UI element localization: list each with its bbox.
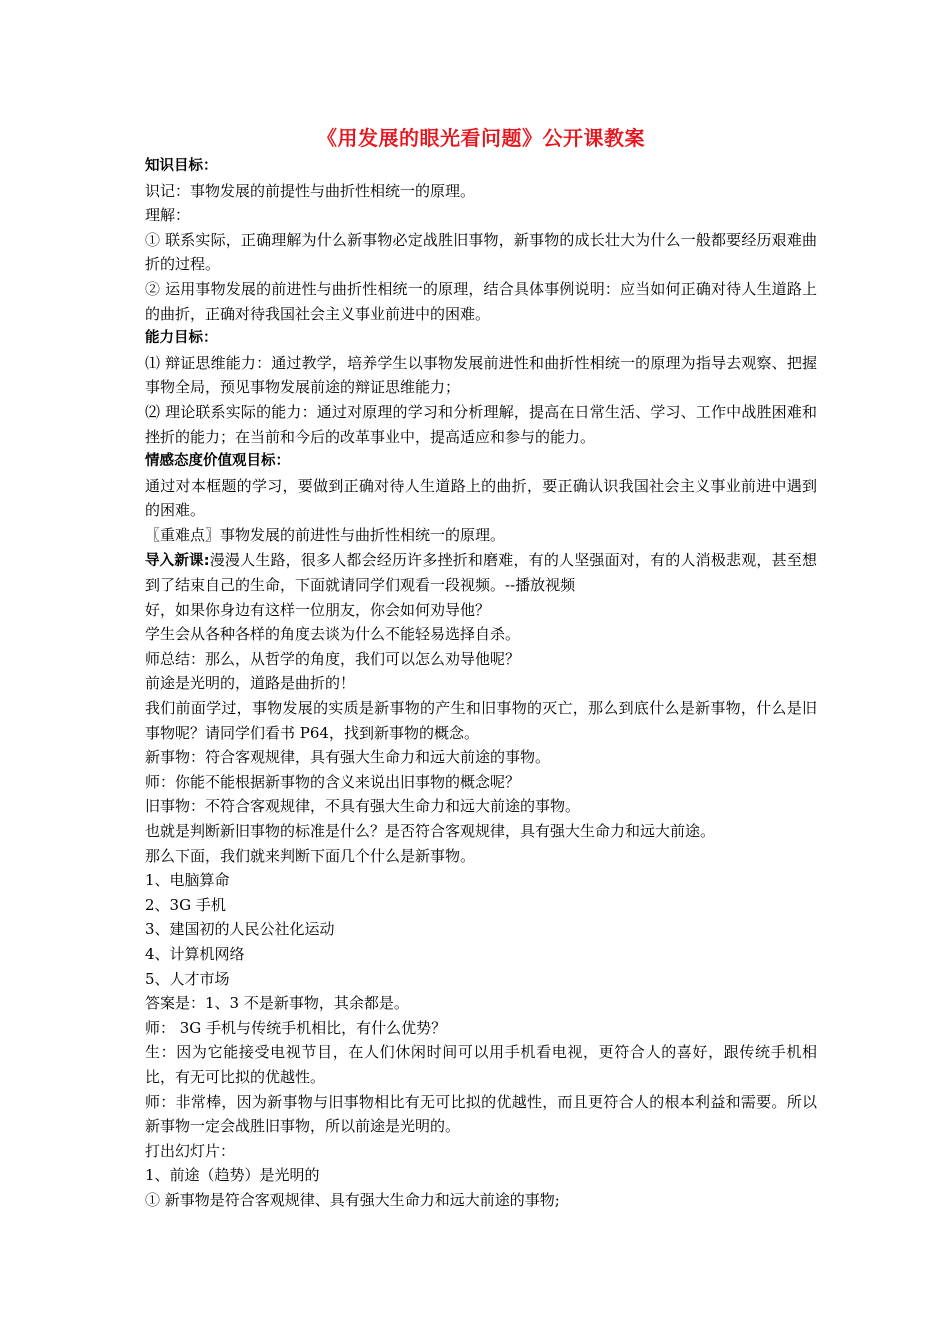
knowledge-recall: 识记：事物发展的前提性与曲折性相统一的原理。: [145, 181, 476, 200]
document-title: 《用发展的眼光看问题》公开课教案: [317, 126, 645, 150]
understand-item-1: ① 联系实际，正确理解为什么新事物必定战胜旧事物，新事物的成长壮大为什么一般都要经历艰难曲折的过程。: [145, 230, 817, 274]
list-item: 2、3G 手机: [145, 895, 226, 914]
knowledge-goals-heading: 知识目标：: [145, 158, 218, 174]
ability-item-2: ⑵ 理论联系实际的能力：通过对原理的学习和分析理解，提高在日常生活、学习、工作中战胜困难和挫折的能力；在当前和今后的改革事业中，提高适应和参与的能力。: [145, 402, 817, 446]
paragraph-answer: 答案是：1、3 不是新事物，其余都是。: [145, 994, 409, 1013]
paragraph-judge: 那么下面，我们就来判断下面几个什么是新事物。: [145, 846, 476, 865]
paragraph-learned: 我们前面学过，事物发展的实质是新事物的产生和旧事物的灭亡，那么到底什么是新事物，什么是旧事物呢？请同学们看书 P64，找到新事物的概念。: [145, 699, 817, 742]
paragraph-students: 学生会从各种各样的角度去谈为什么不能轻易选择自杀。: [145, 625, 521, 644]
paragraph-standard: 也就是判断新旧事物的标准是什么？是否符合客观规律，具有强大生命力和远大前途。: [145, 822, 716, 841]
paragraph-friend: 好，如果你身边有这样一位朋友，你会如何劝导他？: [145, 600, 491, 619]
emotion-goals-text: 通过对本框题的学习，要做到正确对待人生道路上的曲折，要正确认识我国社会主义事业前进中遇到的困难。: [145, 476, 817, 520]
paragraph-slide-1a: ① 新事物是符合客观规律、具有强大生命力和远大前途的事物;: [145, 1190, 560, 1209]
emotion-goals-heading: 情感态度价值观目标：: [145, 453, 290, 470]
paragraph-new-definition: 新事物：符合客观规律，具有强大生命力和远大前途的事物。: [145, 748, 551, 767]
intro-text: 漫漫人生路，很多人都会经历许多挫折和磨难，有的人坚强面对，有的人消极悲观，甚至想到了结束自己的生命，下面就请同学们观看一段视频。--播放视频: [145, 550, 817, 595]
understand-label: 理解：: [145, 206, 191, 225]
list-item: 3、建国初的人民公社化运动: [145, 920, 335, 939]
paragraph-bright-future: 前途是光明的，道路是曲折的！: [145, 674, 356, 693]
paragraph-old-definition: 旧事物：不符合客观规律，不具有强大生命力和远大前途的事物。: [145, 797, 581, 816]
paragraph-teacher-ask: 师：你能不能根据新事物的含义来说出旧事物的概念呢？: [145, 772, 521, 791]
paragraph-student-3g: 生：因为它能接受电视节目，在人们休闲时间可以用手机看电视，更符合人的喜好，跟传统手机相比，有无可比拟的优越性。: [145, 1043, 817, 1086]
intro-paragraph: [145, 548, 817, 598]
list-item: 5、人才市场: [145, 969, 230, 988]
key-point: 〖重难点〗事物发展的前进性与曲折性相统一的原理。: [145, 525, 506, 544]
paragraph-teacher-great: 师：非常棒，因为新事物与旧事物相比有无可比拟的优越性，而且更符合人的根本利益和需要。所以新事物一定会战胜旧事物，所以前途是光明的。: [145, 1092, 817, 1136]
paragraph-teacher-summary: 师总结：那么，从哲学的角度，我们可以怎么劝导他呢？: [145, 649, 521, 668]
paragraph-slide-1: 1、前途（趋势）是光明的: [145, 1166, 320, 1185]
paragraph-slides: 打出幻灯片：: [145, 1141, 236, 1160]
list-item: 1、电脑算命: [145, 871, 230, 890]
ability-item-1: ⑴ 辩证思维能力：通过教学，培养学生以事物发展前进性和曲折性相统一的原理为指导去观察、把握事物全局，预见事物发展前途的辩证思维能力；: [145, 353, 817, 397]
document-page: [145, 124, 817, 1213]
list-item: 4、计算机网络: [145, 945, 245, 963]
intro-label: 导入新课:: [145, 552, 210, 569]
paragraph-teacher-3g: 师： 3G 手机与传统手机相比，有什么优势？: [145, 1018, 447, 1037]
ability-goals-heading: 能力目标：: [145, 330, 218, 347]
understand-item-2: ② 运用事物发展的前进性与曲折性相统一的原理，结合具体事例说明：应当如何正确对待人生道路上的曲折，正确对待我国社会主义事业前进中的困难。: [145, 279, 817, 323]
